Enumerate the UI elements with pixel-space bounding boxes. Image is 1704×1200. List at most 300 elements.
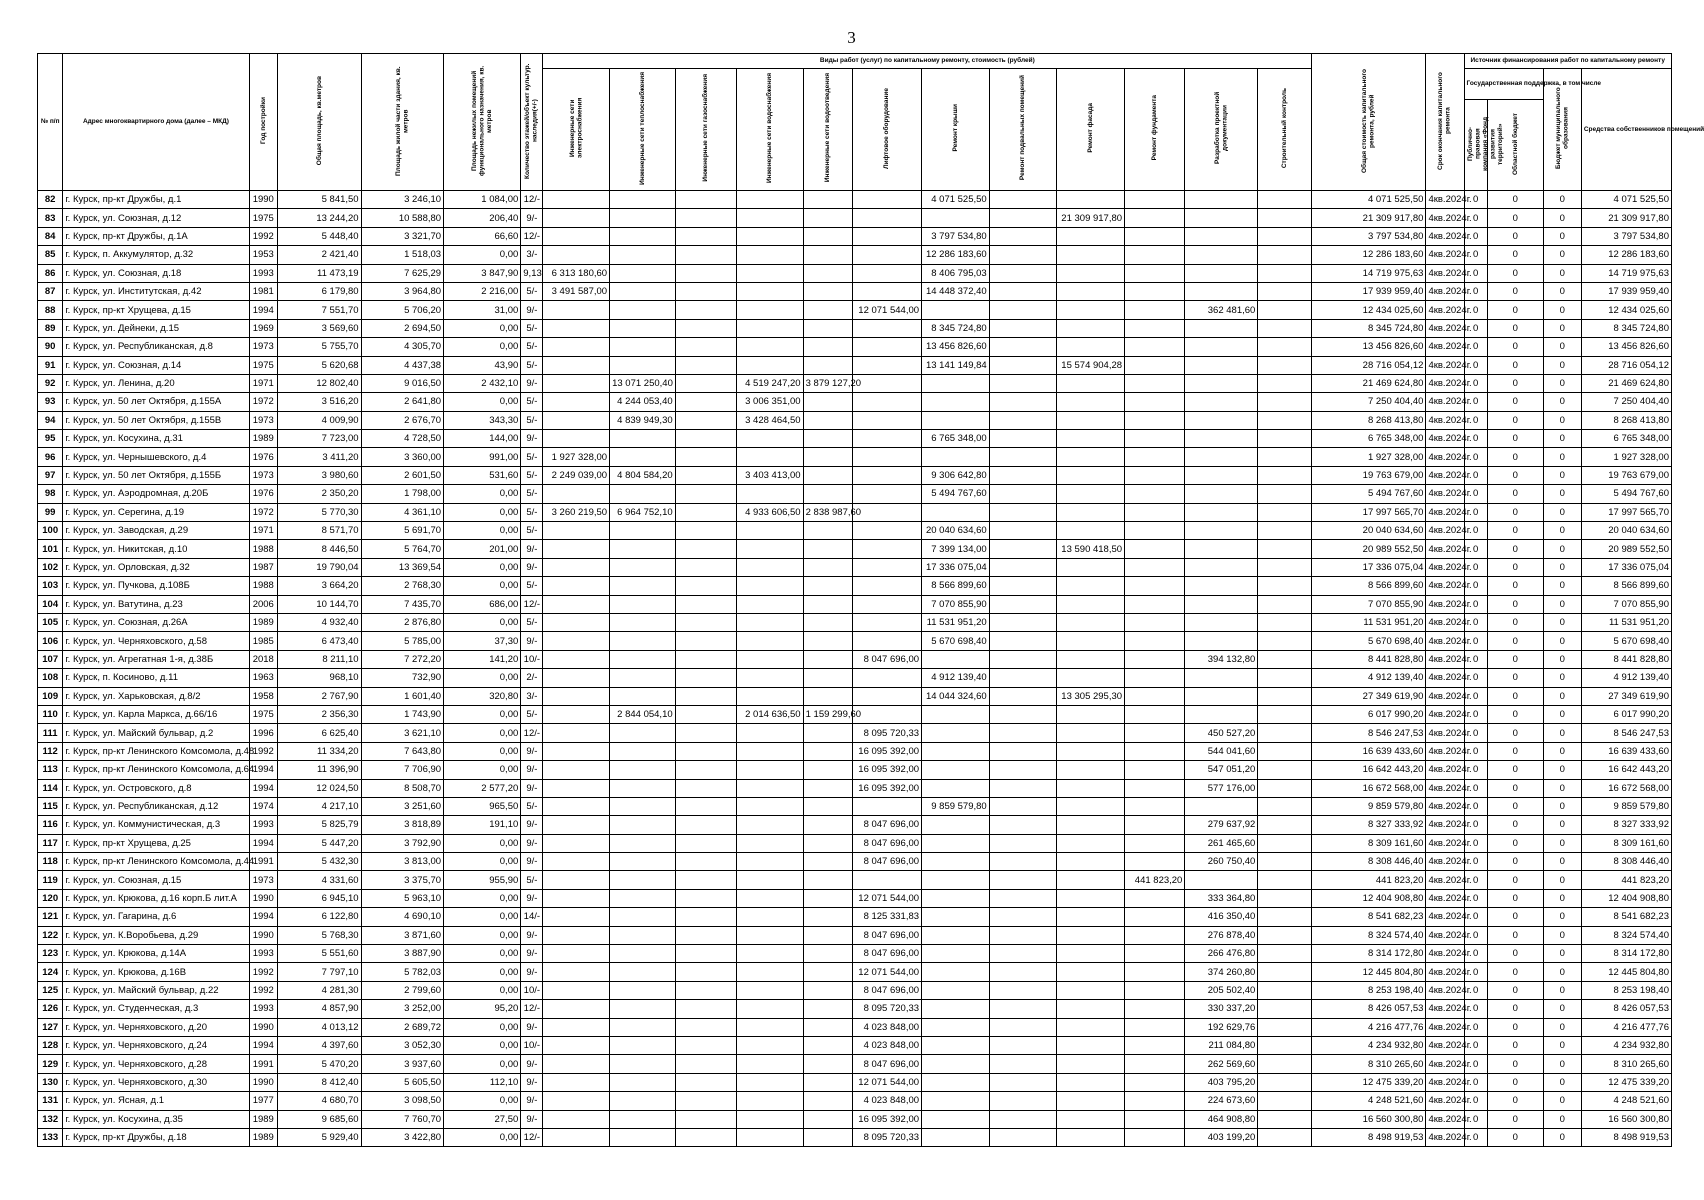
year-cell: 1989	[249, 613, 278, 631]
header-work-electricity: Инженерные сети электроснабжения	[543, 69, 610, 191]
living-area-cell: 2 676,70	[361, 411, 443, 429]
owners-funds-cell: 441 823,20	[1581, 871, 1671, 889]
regional-budget-cell: 0	[1487, 687, 1543, 705]
regional-budget-cell: 0	[1487, 1128, 1543, 1146]
work-cost-cell	[1057, 945, 1125, 963]
owners-funds-cell: 19 763 679,00	[1581, 466, 1671, 484]
address-cell: г. Курск, ул. Коммунистическая, д.3	[63, 816, 249, 834]
work-cost-cell	[675, 301, 736, 319]
regional-budget-cell: 0	[1487, 319, 1543, 337]
nonliving-area-cell: 141,20	[444, 650, 521, 668]
work-cost-cell	[675, 1055, 736, 1073]
nonliving-area-cell: 0,00	[444, 1018, 521, 1036]
nonliving-area-cell: 991,00	[444, 448, 521, 466]
work-cost-cell	[610, 981, 676, 999]
fund-cell: 0	[1464, 503, 1487, 521]
header-year: Год постройки	[249, 54, 278, 191]
work-cost-cell	[803, 264, 853, 282]
floors-cell: 5/-	[521, 282, 543, 300]
deadline-cell: 4кв.2024г.	[1426, 1092, 1464, 1110]
work-cost-cell	[543, 209, 610, 227]
total-cost-cell: 8 345 724,80	[1312, 319, 1426, 337]
total-cost-cell: 21 309 917,80	[1312, 209, 1426, 227]
work-cost-cell	[803, 797, 853, 815]
work-cost-cell	[1185, 632, 1258, 650]
work-cost-cell	[989, 522, 1057, 540]
regional-budget-cell: 0	[1487, 705, 1543, 723]
header-work-elevator: Лифтовое оборудование	[853, 69, 922, 191]
floors-cell: 5/-	[521, 577, 543, 595]
work-cost-cell	[803, 687, 853, 705]
work-cost-cell	[1125, 1128, 1185, 1146]
work-cost-cell	[610, 522, 676, 540]
work-cost-cell	[1125, 448, 1185, 466]
work-cost-cell	[736, 834, 803, 852]
fund-cell: 0	[1464, 209, 1487, 227]
living-area-cell: 3 375,70	[361, 871, 443, 889]
work-cost-cell	[989, 411, 1057, 429]
work-cost-cell	[853, 191, 922, 209]
work-cost-cell	[543, 246, 610, 264]
work-cost-cell	[1125, 393, 1185, 411]
work-cost-cell	[610, 816, 676, 834]
table-row	[38, 466, 1672, 484]
total-cost-cell: 7 070 855,90	[1312, 595, 1426, 613]
work-cost-cell	[1258, 908, 1312, 926]
work-cost-cell	[543, 227, 610, 245]
row-number: 97	[38, 466, 63, 484]
total-area-cell: 8 571,70	[278, 522, 362, 540]
total-area-cell: 7 723,00	[278, 430, 362, 448]
row-number: 117	[38, 834, 63, 852]
regional-budget-cell: 0	[1487, 485, 1543, 503]
work-cost-cell: 224 673,60	[1185, 1092, 1258, 1110]
work-cost-cell	[1057, 485, 1125, 503]
total-area-cell: 6 179,80	[278, 282, 362, 300]
municipal-budget-cell: 0	[1543, 246, 1581, 264]
work-cost-cell	[1185, 448, 1258, 466]
regional-budget-cell: 0	[1487, 963, 1543, 981]
owners-funds-cell: 3 797 534,80	[1581, 227, 1671, 245]
regional-budget-cell: 0	[1487, 209, 1543, 227]
total-area-cell: 4 397,60	[278, 1036, 362, 1054]
floors-cell: 9/-	[521, 301, 543, 319]
work-cost-cell: 12 071 544,00	[853, 963, 922, 981]
work-cost-cell	[543, 356, 610, 374]
work-cost-cell	[675, 761, 736, 779]
living-area-cell: 3 813,00	[361, 853, 443, 871]
work-cost-cell	[1125, 430, 1185, 448]
work-cost-cell	[543, 595, 610, 613]
work-cost-cell	[675, 338, 736, 356]
work-cost-cell	[989, 1055, 1057, 1073]
work-cost-cell: 4 023 848,00	[853, 1036, 922, 1054]
work-cost-cell	[736, 191, 803, 209]
regional-budget-cell: 0	[1487, 981, 1543, 999]
work-cost-cell	[989, 209, 1057, 227]
regional-budget-cell: 0	[1487, 448, 1543, 466]
table-row	[38, 1128, 1672, 1146]
work-cost-cell	[1125, 503, 1185, 521]
total-cost-cell: 8 426 057,53	[1312, 1000, 1426, 1018]
work-cost-cell	[1258, 889, 1312, 907]
regional-budget-cell: 0	[1487, 926, 1543, 944]
work-cost-cell	[675, 393, 736, 411]
work-cost-cell	[1258, 319, 1312, 337]
work-cost-cell	[543, 558, 610, 576]
table-row	[38, 209, 1672, 227]
work-cost-cell	[989, 908, 1057, 926]
work-cost-cell	[803, 1055, 853, 1073]
work-cost-cell	[922, 926, 990, 944]
work-cost-cell	[1125, 540, 1185, 558]
work-cost-cell	[1185, 540, 1258, 558]
row-number: 124	[38, 963, 63, 981]
regional-budget-cell: 0	[1487, 1092, 1543, 1110]
address-cell: г. Курск, пр-кт Дружбы, д.18	[63, 1128, 249, 1146]
work-cost-cell	[675, 742, 736, 760]
total-area-cell: 10 144,70	[278, 595, 362, 613]
work-cost-cell: 211 084,80	[1185, 1036, 1258, 1054]
work-cost-cell	[736, 282, 803, 300]
total-cost-cell: 8 310 265,60	[1312, 1055, 1426, 1073]
work-cost-cell	[1125, 466, 1185, 484]
work-cost-cell: 3 403 413,00	[736, 466, 803, 484]
work-cost-cell	[610, 853, 676, 871]
total-cost-cell: 20 989 552,50	[1312, 540, 1426, 558]
address-cell: г. Курск, ул. Союзная, д.12	[63, 209, 249, 227]
work-cost-cell	[1125, 669, 1185, 687]
work-cost-cell	[1258, 522, 1312, 540]
table-row	[38, 853, 1672, 871]
row-number: 126	[38, 1000, 63, 1018]
work-cost-cell	[1185, 374, 1258, 392]
work-cost-cell	[610, 926, 676, 944]
owners-funds-cell: 16 560 300,80	[1581, 1110, 1671, 1128]
fund-cell: 0	[1464, 963, 1487, 981]
work-cost-cell	[1125, 246, 1185, 264]
living-area-cell: 7 625,29	[361, 264, 443, 282]
work-cost-cell	[1258, 779, 1312, 797]
municipal-budget-cell: 0	[1543, 908, 1581, 926]
work-cost-cell	[989, 356, 1057, 374]
municipal-budget-cell: 0	[1543, 945, 1581, 963]
total-cost-cell: 16 560 300,80	[1312, 1110, 1426, 1128]
table-row	[38, 191, 1672, 209]
year-cell: 1993	[249, 264, 278, 282]
living-area-cell: 3 792,90	[361, 834, 443, 852]
work-cost-cell	[610, 834, 676, 852]
work-cost-cell	[803, 301, 853, 319]
work-cost-cell	[1125, 577, 1185, 595]
work-cost-cell	[1258, 448, 1312, 466]
nonliving-area-cell: 343,30	[444, 411, 521, 429]
table-row	[38, 779, 1672, 797]
total-cost-cell: 16 639 433,60	[1312, 742, 1426, 760]
address-cell: г. Курск, ул. Дейнеки, д.15	[63, 319, 249, 337]
work-cost-cell	[1258, 282, 1312, 300]
work-cost-cell	[853, 595, 922, 613]
fund-cell: 0	[1464, 945, 1487, 963]
work-cost-cell	[543, 1092, 610, 1110]
deadline-cell: 4кв.2024г.	[1426, 448, 1464, 466]
work-cost-cell	[1258, 945, 1312, 963]
work-cost-cell	[736, 356, 803, 374]
work-cost-cell	[1185, 613, 1258, 631]
work-cost-cell	[1125, 687, 1185, 705]
work-cost-cell: 13 456 826,60	[922, 338, 990, 356]
work-cost-cell	[989, 319, 1057, 337]
work-cost-cell	[1057, 374, 1125, 392]
work-cost-cell: 416 350,40	[1185, 908, 1258, 926]
work-cost-cell	[610, 1000, 676, 1018]
work-cost-cell	[675, 356, 736, 374]
work-cost-cell	[675, 908, 736, 926]
work-cost-cell	[853, 632, 922, 650]
work-cost-cell: 8 406 795,03	[922, 264, 990, 282]
work-cost-cell	[1258, 926, 1312, 944]
work-cost-cell	[1057, 338, 1125, 356]
year-cell: 1988	[249, 577, 278, 595]
year-cell: 1973	[249, 871, 278, 889]
owners-funds-cell: 20 040 634,60	[1581, 522, 1671, 540]
total-cost-cell: 441 823,20	[1312, 871, 1426, 889]
work-cost-cell	[1258, 374, 1312, 392]
nonliving-area-cell: 0,00	[444, 393, 521, 411]
living-area-cell: 4 305,70	[361, 338, 443, 356]
header-work-design-docs: Разработка проектной документации	[1185, 69, 1258, 191]
living-area-cell: 1 798,00	[361, 485, 443, 503]
work-cost-cell	[853, 871, 922, 889]
row-number: 115	[38, 797, 63, 815]
nonliving-area-cell: 0,00	[444, 669, 521, 687]
work-cost-cell	[543, 1073, 610, 1091]
work-cost-cell	[1258, 687, 1312, 705]
work-cost-cell: 2 014 636,50	[736, 705, 803, 723]
work-cost-cell	[989, 834, 1057, 852]
deadline-cell: 4кв.2024г.	[1426, 227, 1464, 245]
work-cost-cell	[803, 889, 853, 907]
regional-budget-cell: 0	[1487, 779, 1543, 797]
work-cost-cell	[989, 338, 1057, 356]
total-area-cell: 8 412,40	[278, 1073, 362, 1091]
work-cost-cell	[610, 246, 676, 264]
work-cost-cell	[803, 577, 853, 595]
floors-cell: 5/-	[521, 705, 543, 723]
work-cost-cell	[610, 1110, 676, 1128]
address-cell: г. Курск, пр-кт Хрущева, д.15	[63, 301, 249, 319]
total-cost-cell: 5 670 698,40	[1312, 632, 1426, 650]
work-cost-cell	[922, 209, 990, 227]
work-cost-cell	[989, 742, 1057, 760]
work-cost-cell	[989, 926, 1057, 944]
table-row	[38, 742, 1672, 760]
municipal-budget-cell: 0	[1543, 1110, 1581, 1128]
work-cost-cell	[675, 411, 736, 429]
work-cost-cell	[803, 1018, 853, 1036]
total-area-cell: 3 411,20	[278, 448, 362, 466]
deadline-cell: 4кв.2024г.	[1426, 1018, 1464, 1036]
total-area-cell: 968,10	[278, 669, 362, 687]
deadline-cell: 4кв.2024г.	[1426, 742, 1464, 760]
work-cost-cell	[736, 264, 803, 282]
floors-cell: 9/-	[521, 816, 543, 834]
work-cost-cell	[1258, 577, 1312, 595]
work-cost-cell	[989, 1128, 1057, 1146]
address-cell: г. Курск, ул. 50 лет Октября, д.155В	[63, 411, 249, 429]
total-cost-cell: 8 309 161,60	[1312, 834, 1426, 852]
year-cell: 1973	[249, 411, 278, 429]
year-cell: 1991	[249, 1055, 278, 1073]
total-area-cell: 4 009,90	[278, 411, 362, 429]
work-cost-cell: 3 797 534,80	[922, 227, 990, 245]
row-number: 100	[38, 522, 63, 540]
fund-cell: 0	[1464, 705, 1487, 723]
deadline-cell: 4кв.2024г.	[1426, 650, 1464, 668]
work-cost-cell	[989, 466, 1057, 484]
owners-funds-cell: 8 253 198,40	[1581, 981, 1671, 999]
work-cost-cell	[1258, 558, 1312, 576]
deadline-cell: 4кв.2024г.	[1426, 246, 1464, 264]
municipal-budget-cell: 0	[1543, 926, 1581, 944]
work-cost-cell: 6 964 752,10	[610, 503, 676, 521]
work-cost-cell: 4 519 247,20	[736, 374, 803, 392]
work-cost-cell	[1125, 742, 1185, 760]
nonliving-area-cell: 31,00	[444, 301, 521, 319]
regional-budget-cell: 0	[1487, 1000, 1543, 1018]
total-cost-cell: 4 234 932,80	[1312, 1036, 1426, 1054]
fund-cell: 0	[1464, 411, 1487, 429]
floors-cell: 9/-	[521, 1110, 543, 1128]
total-area-cell: 4 932,40	[278, 613, 362, 631]
year-cell: 1990	[249, 1018, 278, 1036]
total-area-cell: 3 569,60	[278, 319, 362, 337]
work-cost-cell	[1057, 522, 1125, 540]
header-address: Адрес многоквартирного дома (далее – МКД)	[63, 54, 249, 191]
work-cost-cell	[989, 705, 1057, 723]
work-cost-cell: 403 795,20	[1185, 1073, 1258, 1091]
work-cost-cell	[1057, 448, 1125, 466]
work-cost-cell	[1125, 191, 1185, 209]
fund-cell: 0	[1464, 1000, 1487, 1018]
deadline-cell: 4кв.2024г.	[1426, 705, 1464, 723]
floors-cell: 5/-	[521, 411, 543, 429]
work-cost-cell: 1 159 299,60	[803, 705, 853, 723]
row-number: 106	[38, 632, 63, 650]
living-area-cell: 10 588,80	[361, 209, 443, 227]
work-cost-cell	[543, 889, 610, 907]
work-cost-cell	[736, 816, 803, 834]
row-number: 123	[38, 945, 63, 963]
floors-cell: 5/-	[521, 356, 543, 374]
owners-funds-cell: 11 531 951,20	[1581, 613, 1671, 631]
row-number: 85	[38, 246, 63, 264]
work-cost-cell	[610, 650, 676, 668]
deadline-cell: 4кв.2024г.	[1426, 577, 1464, 595]
work-cost-cell	[675, 246, 736, 264]
work-cost-cell	[675, 669, 736, 687]
floors-cell: 9/-	[521, 374, 543, 392]
municipal-budget-cell: 0	[1543, 448, 1581, 466]
header-owners: Средства собственников помещений	[1581, 69, 1671, 191]
address-cell: г. Курск, пр-кт Хрущева, д.25	[63, 834, 249, 852]
regional-budget-cell: 0	[1487, 356, 1543, 374]
table-row	[38, 1092, 1672, 1110]
municipal-budget-cell: 0	[1543, 227, 1581, 245]
work-cost-cell	[736, 227, 803, 245]
work-cost-cell	[1057, 834, 1125, 852]
owners-funds-cell: 16 639 433,60	[1581, 742, 1671, 760]
work-cost-cell	[1125, 834, 1185, 852]
address-cell: г. Курск, ул. Черняховского, д.28	[63, 1055, 249, 1073]
work-cost-cell	[853, 466, 922, 484]
municipal-budget-cell: 0	[1543, 742, 1581, 760]
work-cost-cell	[736, 981, 803, 999]
year-cell: 1990	[249, 191, 278, 209]
work-cost-cell	[853, 393, 922, 411]
work-cost-cell	[610, 889, 676, 907]
regional-budget-cell: 0	[1487, 908, 1543, 926]
work-cost-cell	[610, 908, 676, 926]
work-cost-cell	[803, 1000, 853, 1018]
owners-funds-cell: 12 445 804,80	[1581, 963, 1671, 981]
nonliving-area-cell: 0,00	[444, 834, 521, 852]
work-cost-cell	[803, 411, 853, 429]
municipal-budget-cell: 0	[1543, 540, 1581, 558]
work-cost-cell	[1258, 540, 1312, 558]
header-floors: Количество этажей/объект культур. наследия(+/-)	[521, 54, 543, 191]
work-cost-cell	[1057, 742, 1125, 760]
total-cost-cell: 12 434 025,60	[1312, 301, 1426, 319]
work-cost-cell	[853, 264, 922, 282]
work-cost-cell	[610, 577, 676, 595]
work-cost-cell	[1185, 393, 1258, 411]
work-cost-cell	[675, 724, 736, 742]
work-cost-cell: 8 095 720,33	[853, 1000, 922, 1018]
header-funding-group: Источник финансирования работ по капитальному ремонту	[1464, 54, 1672, 69]
address-cell: г. Курск, ул. Черняховского, д.30	[63, 1073, 249, 1091]
municipal-budget-cell: 0	[1543, 485, 1581, 503]
nonliving-area-cell: 201,00	[444, 540, 521, 558]
floors-cell: 9/-	[521, 853, 543, 871]
work-cost-cell	[1125, 889, 1185, 907]
owners-funds-cell: 8 566 899,60	[1581, 577, 1671, 595]
work-cost-cell	[853, 227, 922, 245]
work-cost-cell	[1057, 558, 1125, 576]
total-area-cell: 12 024,50	[278, 779, 362, 797]
municipal-budget-cell: 0	[1543, 613, 1581, 631]
work-cost-cell	[543, 1055, 610, 1073]
work-cost-cell	[1057, 981, 1125, 999]
year-cell: 1994	[249, 908, 278, 926]
work-cost-cell	[853, 246, 922, 264]
table-row	[38, 834, 1672, 852]
floors-cell: 5/-	[521, 485, 543, 503]
header-municipal: Бюджет муниципального образования	[1543, 69, 1581, 191]
work-cost-cell: 5 494 767,60	[922, 485, 990, 503]
header-fund: Публично-правовая компания «Фонд развития территорий»	[1464, 100, 1487, 191]
total-cost-cell: 12 286 183,60	[1312, 246, 1426, 264]
fund-cell: 0	[1464, 577, 1487, 595]
work-cost-cell	[803, 448, 853, 466]
header-work-construction-control: Строительный контроль	[1258, 69, 1312, 191]
row-number: 110	[38, 705, 63, 723]
municipal-budget-cell: 0	[1543, 264, 1581, 282]
row-number: 84	[38, 227, 63, 245]
fund-cell: 0	[1464, 319, 1487, 337]
deadline-cell: 4кв.2024г.	[1426, 871, 1464, 889]
total-area-cell: 5 929,40	[278, 1128, 362, 1146]
